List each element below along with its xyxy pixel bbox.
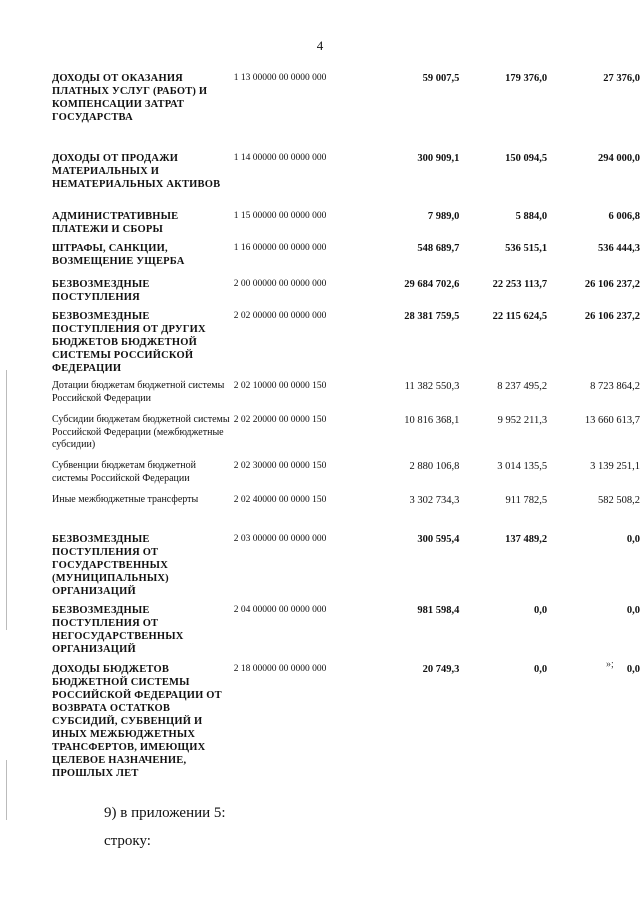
table-row [52, 278, 640, 310]
table-row [52, 380, 640, 414]
row-value-3: 0,0 [626, 534, 640, 545]
row-code: 1 15 00000 00 0000 000 [233, 211, 327, 221]
row-value-3: 3 139 251,1 [590, 461, 640, 472]
row-name: ДОХОДЫ ОТ ОКАЗАНИЯ ПЛАТНЫХ УСЛУГ (РАБОТ) И КОМПЕНСАЦИИ ЗАТРАТ ГОСУДАРСТВА [52, 73, 208, 123]
table-row [52, 494, 640, 533]
row-value-1: 981 598,4 [417, 605, 460, 616]
row-name: ШТРАФЫ, САНКЦИИ, ВОЗМЕЩЕНИЕ УЩЕРБА [52, 243, 185, 267]
row-code: 2 02 20000 00 0000 150 [233, 415, 327, 425]
row-code: 2 02 30000 00 0000 150 [233, 461, 327, 471]
row-value-3: 6 006,8 [608, 211, 640, 222]
row-value-1: 28 381 759,5 [404, 311, 460, 322]
margin-mark [6, 370, 7, 630]
row-code: 2 03 00000 00 0000 000 [233, 534, 327, 544]
row-name: Иные межбюджетные трансферты [52, 494, 199, 505]
row-value-3: 294 000,0 [598, 153, 640, 164]
paragraph-line: строку: [104, 833, 151, 849]
row-value-2: 911 782,5 [505, 495, 548, 506]
row-value-2: 0,0 [534, 664, 548, 675]
row-name: ДОХОДЫ БЮДЖЕТОВ БЮДЖЕТНОЙ СИСТЕМЫ РОССИЙСКОЙ ФЕДЕРАЦИИ ОТ ВОЗВРАТА ОСТАТКОВ СУБСИДИЙ, СУБВЕНЦИЙ И ИНЫХ МЕЖБЮДЖЕТНЫХ ТРАНСФЕРТОВ, ИМЕЮЩИХ ЦЕЛЕВОЕ НАЗНАЧЕНИЕ, ПРОШЛЫХ ЛЕТ [52, 664, 222, 779]
row-value-3: 26 106 237,2 [584, 279, 640, 290]
row-name: АДМИНИСТРАТИВНЫЕ ПЛАТЕЖИ И СБОРЫ [52, 211, 179, 235]
row-value-3: 27 376,0 [603, 73, 640, 84]
row-value-2: 0,0 [534, 605, 548, 616]
row-value-1: 300 595,4 [417, 534, 460, 545]
row-value-3: 0,0 [626, 605, 640, 616]
table-row [52, 310, 640, 380]
row-value-2: 536 515,1 [505, 243, 548, 254]
row-code: 2 04 00000 00 0000 000 [233, 605, 327, 615]
margin-mark [6, 760, 7, 820]
row-code: 2 02 10000 00 0000 150 [233, 381, 327, 391]
revenue-table [52, 72, 640, 783]
row-name: Субсидии бюджетам бюджетной системы Российской Федерации (межбюджетные субсидии) [52, 414, 230, 450]
row-value-1: 300 909,1 [417, 153, 460, 164]
row-code: 1 16 00000 00 0000 000 [233, 243, 327, 253]
row-code: 2 02 00000 00 0000 000 [233, 311, 327, 321]
row-value-2: 9 952 211,3 [497, 415, 548, 426]
table-row [52, 152, 640, 210]
row-value-3: 13 660 613,7 [584, 415, 640, 426]
row-name: БЕЗВОЗМЕЗДНЫЕ ПОСТУПЛЕНИЯ ОТ НЕГОСУДАРСТВЕННЫХ ОРГАНИЗАЦИЙ [52, 605, 184, 655]
row-value-1: 20 749,3 [422, 664, 460, 675]
row-value-2: 22 253 113,7 [492, 279, 548, 290]
row-code: 2 02 40000 00 0000 150 [233, 495, 327, 505]
table-row [52, 210, 640, 242]
row-value-3: 26 106 237,2 [584, 311, 640, 322]
row-value-3: 0,0 [626, 664, 640, 675]
row-value-2: 137 489,2 [505, 534, 548, 545]
table-row [52, 460, 640, 494]
row-value-2: 8 237 495,2 [497, 381, 548, 392]
row-value-3: 582 508,2 [598, 495, 640, 506]
row-code: 1 14 00000 00 0000 000 [233, 153, 327, 163]
row-value-1: 7 989,0 [427, 211, 460, 222]
row-end-mark: »; [606, 659, 614, 670]
row-value-1: 3 302 734,3 [409, 495, 460, 506]
row-value-1: 59 007,5 [422, 73, 460, 84]
row-value-3: 8 723 864,2 [590, 381, 640, 392]
row-code: 1 13 00000 00 0000 000 [233, 73, 327, 83]
row-value-2: 150 094,5 [505, 153, 548, 164]
page-number: 4 [316, 38, 324, 53]
table-row [52, 533, 640, 604]
row-value-1: 10 816 368,1 [404, 415, 460, 426]
row-value-1: 29 684 702,6 [404, 279, 460, 290]
table-row [52, 414, 640, 460]
row-name: Дотации бюджетам бюджетной системы Российской Федерации [52, 380, 225, 404]
row-value-1: 11 382 550,3 [404, 381, 460, 392]
paragraph-appendix: 9) в приложении 5: [104, 805, 226, 821]
table-row [52, 604, 640, 663]
row-value-3: 536 444,3 [598, 243, 640, 254]
row-name: БЕЗВОЗМЕЗДНЫЕ ПОСТУПЛЕНИЯ ОТ ДРУГИХ БЮДЖЕТОВ БЮДЖЕТНОЙ СИСТЕМЫ РОССИЙСКОЙ ФЕДЕРАЦИИ [52, 311, 206, 374]
row-name: Субвенции бюджетам бюджетной системы Российской Федерации [52, 460, 196, 484]
table-row [52, 242, 640, 278]
row-name: БЕЗВОЗМЕЗДНЫЕ ПОСТУПЛЕНИЯ ОТ ГОСУДАРСТВЕННЫХ (МУНИЦИПАЛЬНЫХ) ОРГАНИЗАЦИЙ [52, 534, 169, 597]
row-value-2: 179 376,0 [505, 73, 548, 84]
row-value-2: 5 884,0 [515, 211, 548, 222]
row-name: ДОХОДЫ ОТ ПРОДАЖИ МАТЕРИАЛЬНЫХ И НЕМАТЕРИАЛЬНЫХ АКТИВОВ [52, 153, 221, 190]
row-value-1: 2 880 106,8 [409, 461, 460, 472]
row-name: БЕЗВОЗМЕЗДНЫЕ ПОСТУПЛЕНИЯ [52, 279, 150, 303]
table-row [52, 663, 640, 783]
row-code: 2 00 00000 00 0000 000 [233, 279, 327, 289]
table-row [52, 72, 640, 152]
row-code: 2 18 00000 00 0000 000 [233, 664, 327, 674]
row-value-2: 22 115 624,5 [492, 311, 548, 322]
row-value-2: 3 014 135,5 [497, 461, 548, 472]
row-value-1: 548 689,7 [417, 243, 460, 254]
